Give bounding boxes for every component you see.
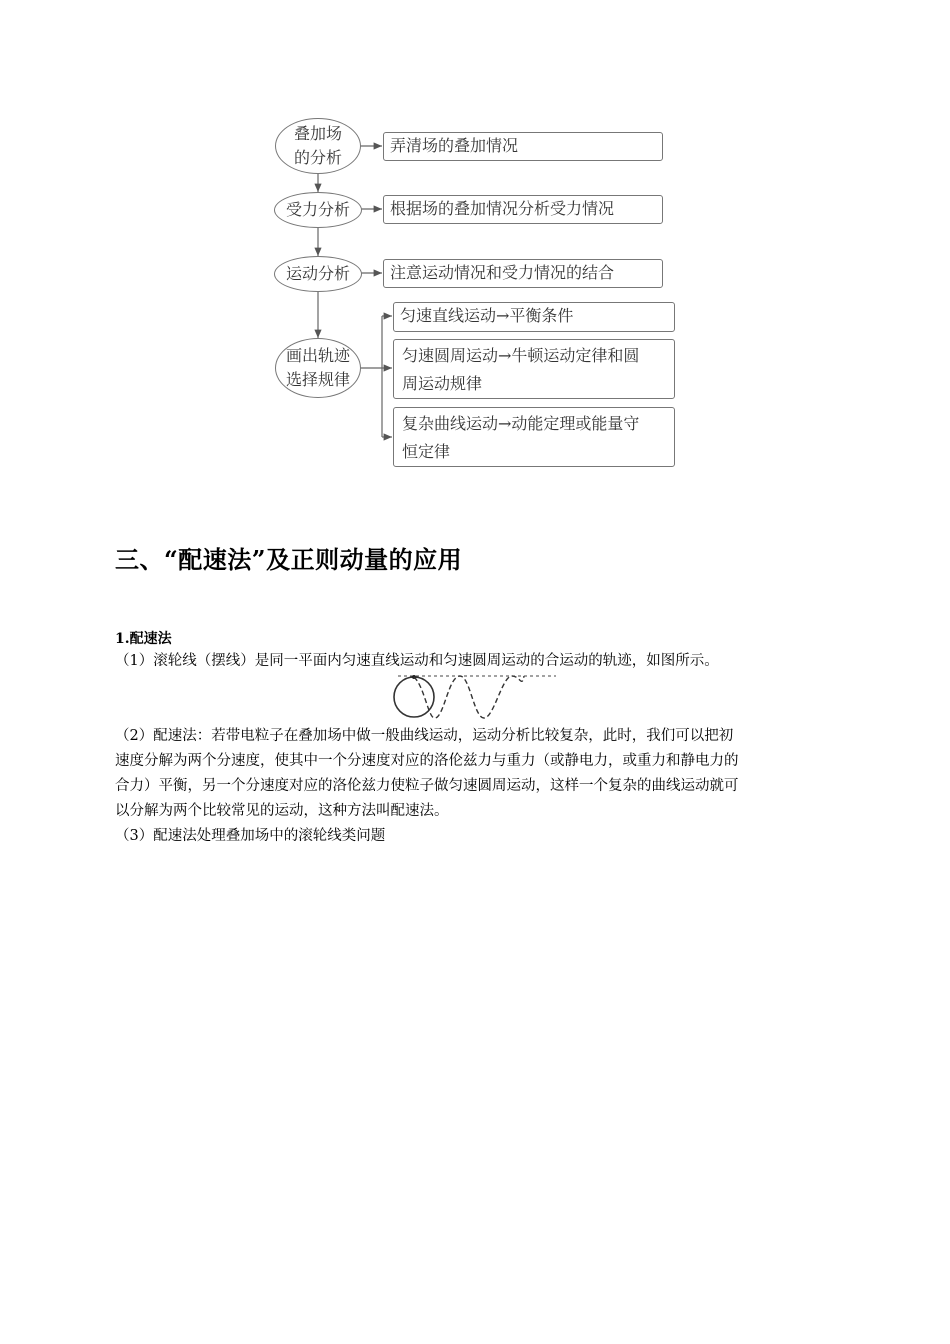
branch-uniform-circular: 匀速圆周运动→牛顿运动定律和圆 周运动规律 [393,339,675,399]
node-field-analysis: 叠加场 的分析 [275,118,361,174]
node-motion-analysis: 运动分析 [274,256,362,292]
paragraph-2-line-3: 合力）平衡，另一个分速度对应的洛伦兹力使粒子做匀速圆周运动，这样一个复杂的曲线运动就可 [115,778,739,794]
result-force: 根据场的叠加情况分析受力情况 [383,195,663,224]
paragraph-3: （3）配速法处理叠加场中的滚轮线类问题 [115,828,386,844]
node-trajectory-rule: 画出轨迹 选择规律 [275,338,361,398]
sub-heading: 1.配速法 [115,631,172,647]
paragraph-2-line-4: 以分解为两个比较常见的运动，这种方法叫配速法。 [115,803,449,819]
paragraph-2-line-2: 速度分解为两个分速度，使其中一个分速度对应的洛伦兹力与重力（或静电力，或重力和静电力的 [115,753,739,769]
paragraph-2-line-1: （2）配速法：若带电粒子在叠加场中做一般曲线运动，运动分析比较复杂，此时，我们可以把初 [115,728,734,744]
section-heading: 三、“配速法”及正则动量的应用 [115,545,463,574]
paragraph-1: （1）滚轮线（摆线）是同一平面内匀速直线运动和匀速圆周运动的合运动的轨迹，如图所示。 [115,653,719,669]
cycloid-figure [390,672,560,722]
result-field-overlay: 弄清场的叠加情况 [383,132,663,161]
result-motion: 注意运动情况和受力情况的结合 [383,259,663,288]
node-force-analysis: 受力分析 [274,192,362,228]
branch-complex-curve: 复杂曲线运动→动能定理或能量守 恒定律 [393,407,675,467]
branch-uniform-linear: 匀速直线运动→平衡条件 [393,302,675,332]
